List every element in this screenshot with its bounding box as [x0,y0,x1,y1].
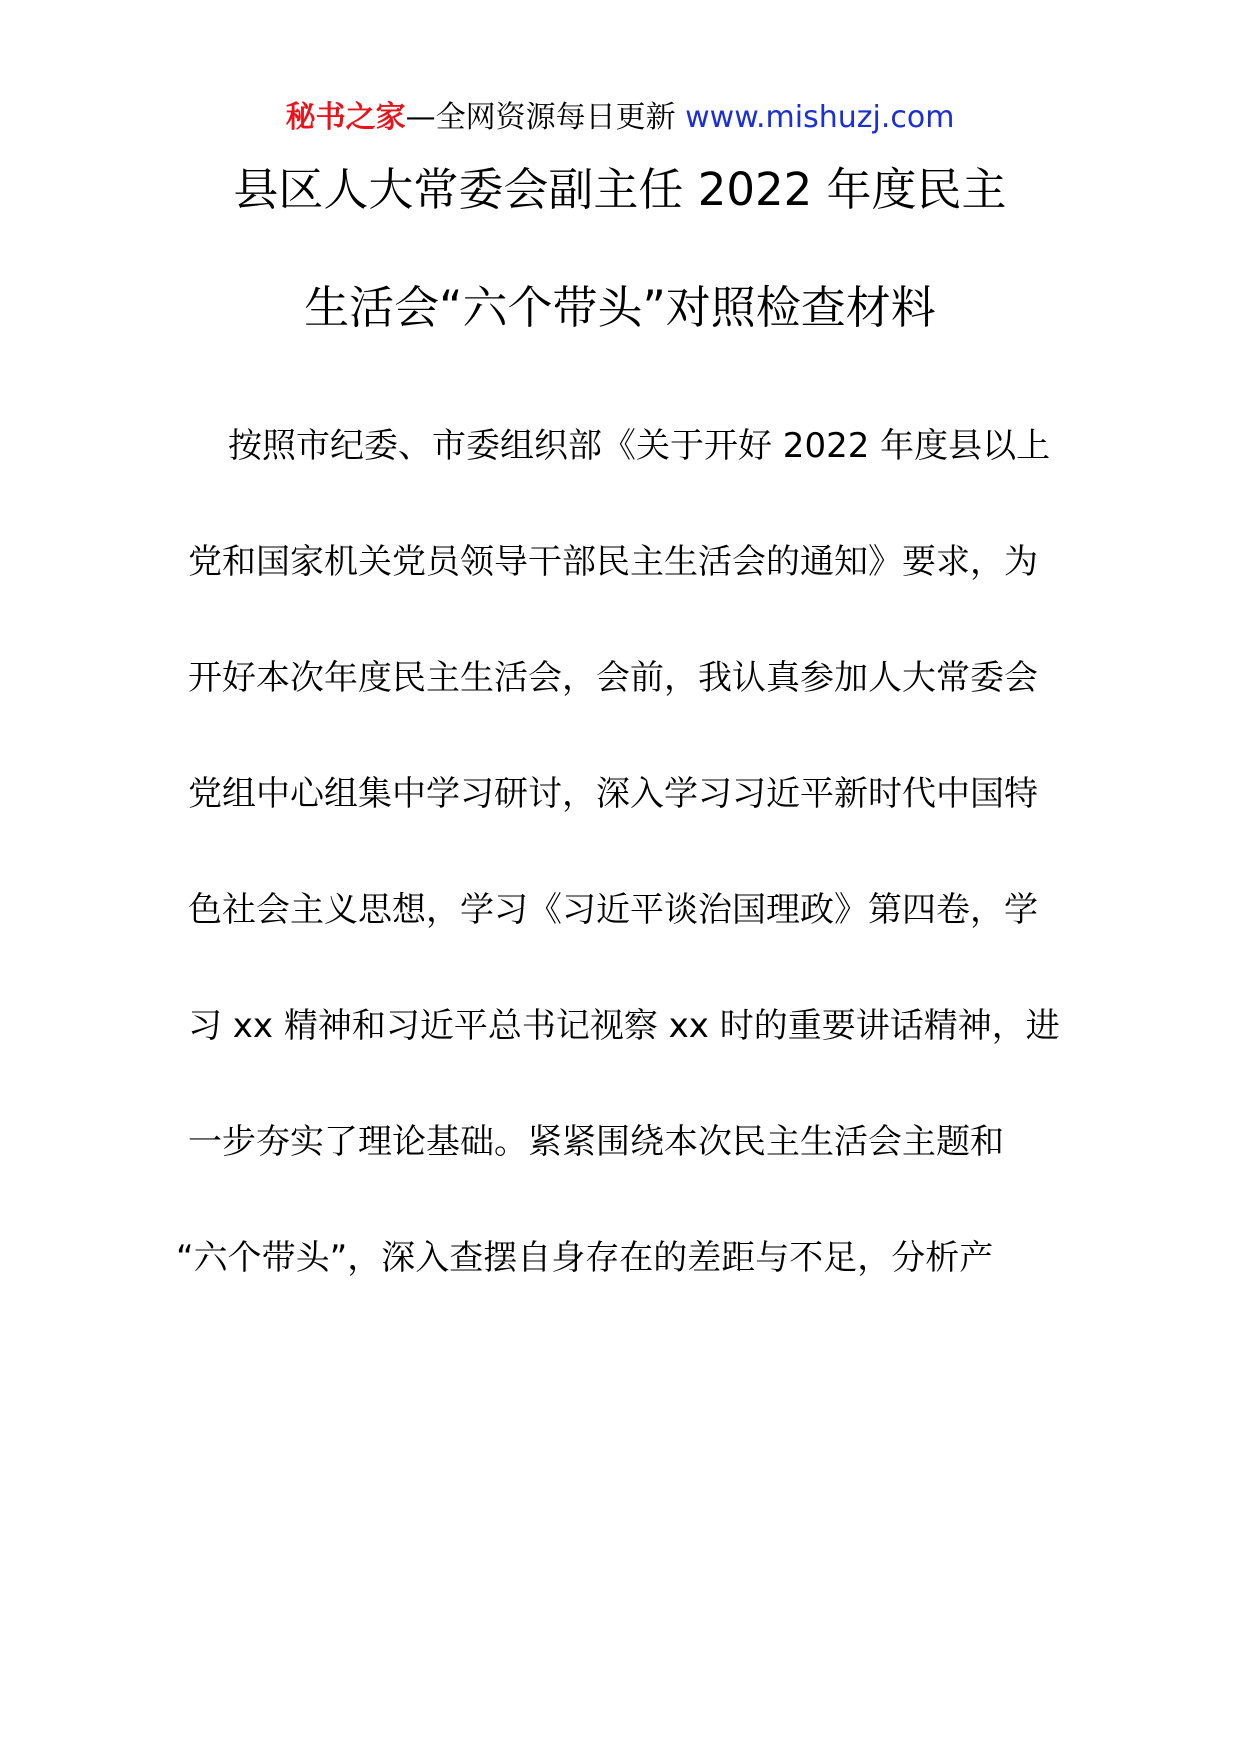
site-header [0,98,1240,138]
body-line-1: 按照市纪委、市委组织部《关于开好 2022 年度县以上 [228,426,1051,466]
body-line-3: 开好本次年度民主生活会，会前，我认真参加人大常委会 [188,658,1038,698]
body-line-8: “六个带头”，深入查摆自身存在的差距与不足，分析产 [176,1238,994,1278]
body-line-5: 色社会主义思想，学习《习近平谈治国理政》第四卷，学 [188,890,1038,930]
document-title-line-1: 县区人大常委会副主任 2022 年度民主 [233,163,1007,216]
site-url[interactable]: www.mishuzj.com [685,100,955,135]
body-line-2: 党和国家机关党员领导干部民主生活会的通知》要求，为 [188,542,1038,582]
document-title-line-2: 生活会“六个带头”对照检查材料 [304,281,936,334]
body-line-7: 一步夯实了理论基础。紧紧围绕本次民主生活会主题和 [188,1122,1004,1162]
brand-name: 秘书之家 [285,100,406,135]
body-line-4: 党组中心组集中学习研讨，深入学习习近平新时代中国特 [188,774,1038,814]
header-tagline: —全网资源每日更新 [405,100,676,135]
body-line-6: 习 xx 精神和习近平总书记视察 xx 时的重要讲话精神，进 [188,1006,1060,1046]
